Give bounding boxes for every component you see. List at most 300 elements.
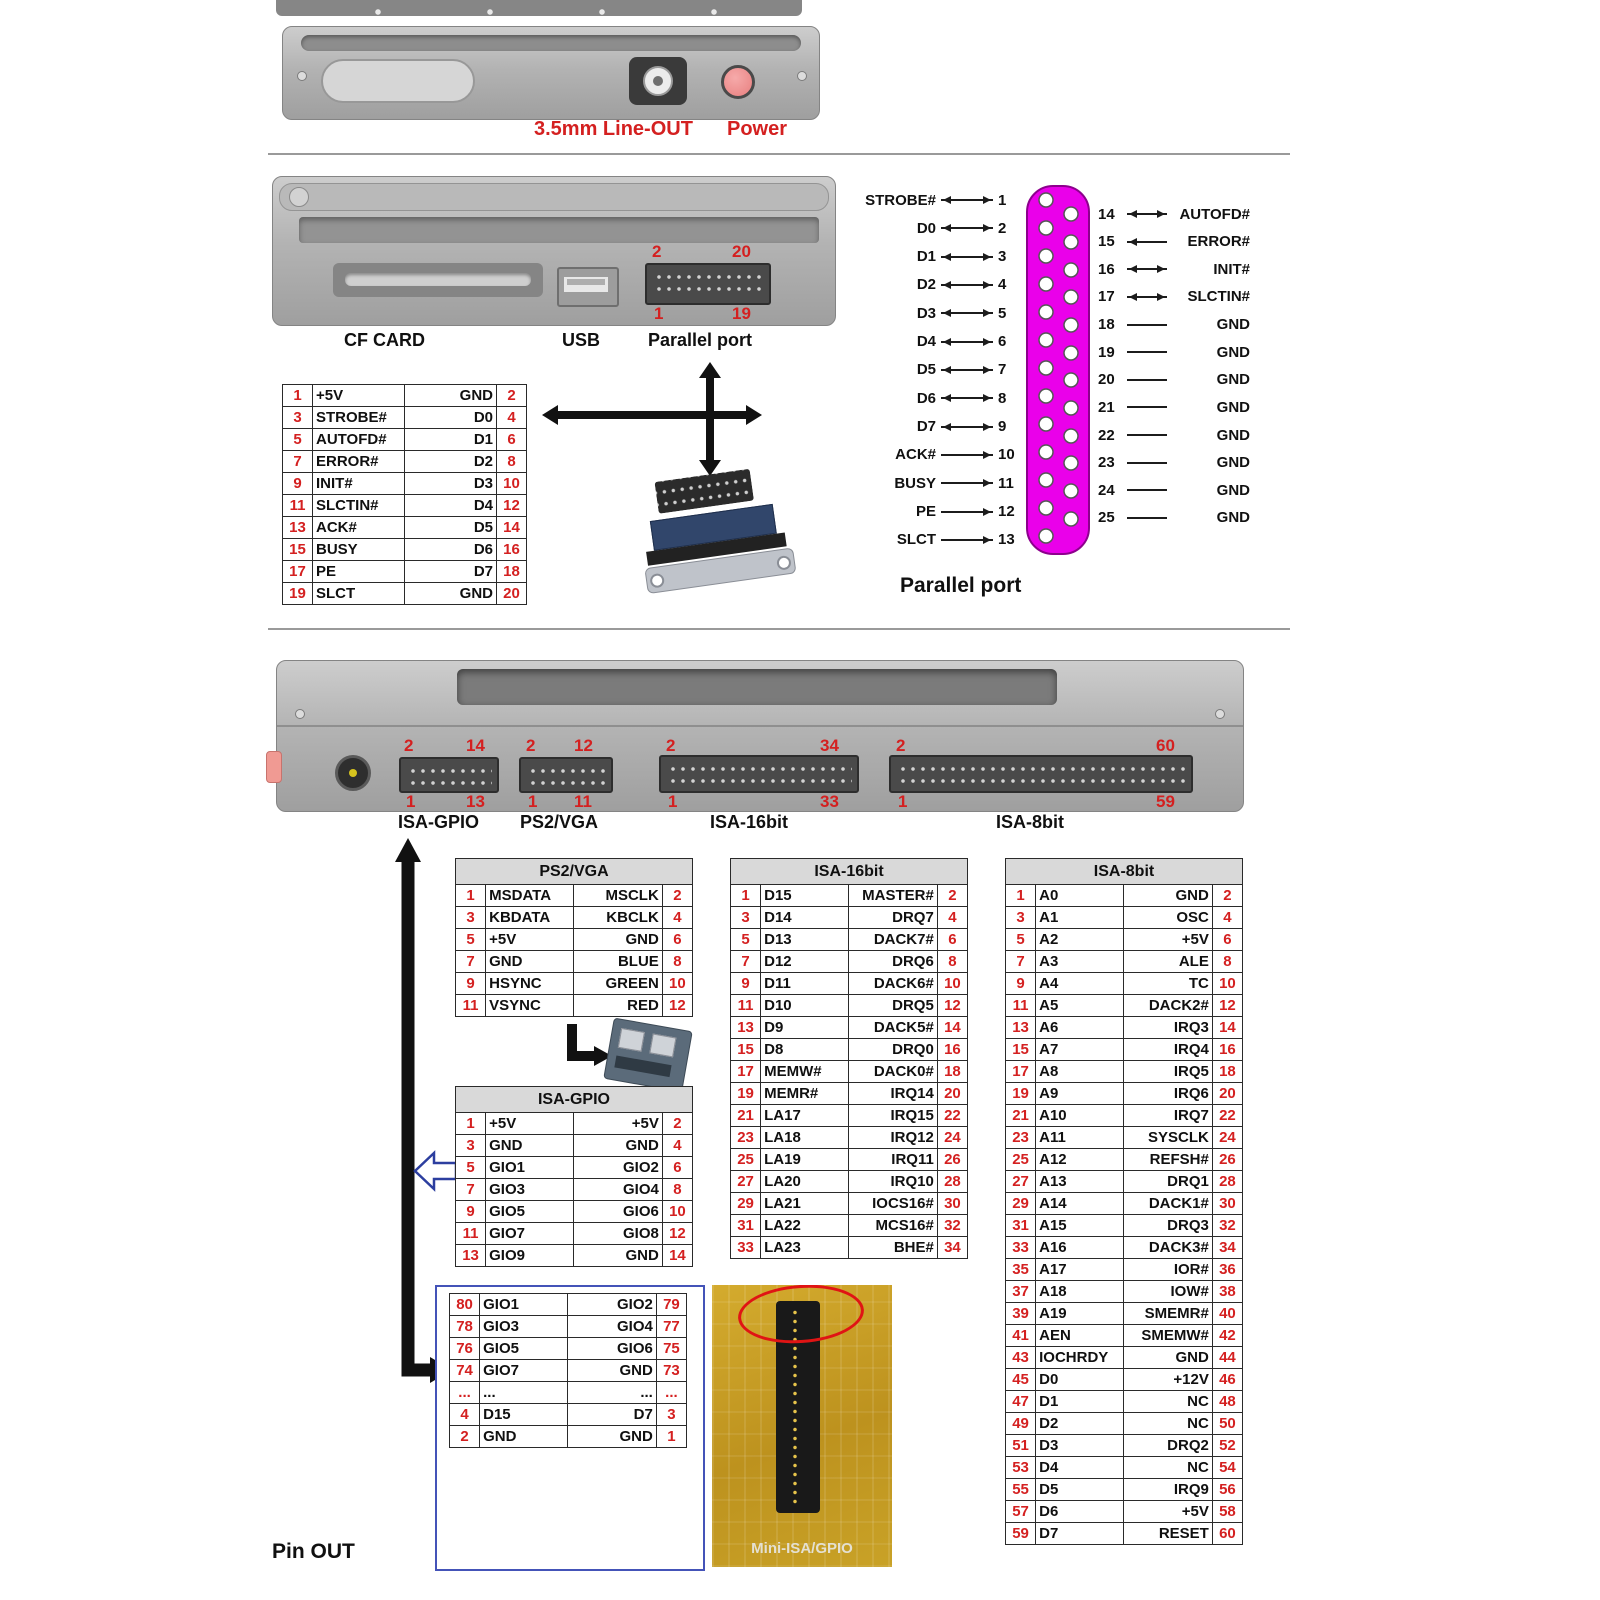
signal-name: +5V: [313, 385, 405, 407]
signal-name: DACK3#: [1124, 1237, 1212, 1259]
hinge-bar: [279, 183, 829, 211]
pin-row: [731, 1171, 968, 1193]
signal-arrow: [1127, 406, 1167, 408]
signal-name: DRQ2: [1124, 1435, 1212, 1457]
signal-name: ...: [568, 1382, 656, 1404]
signal-name: NC: [1124, 1391, 1212, 1413]
signal-name: ACK#: [313, 517, 405, 539]
power-button: [721, 65, 755, 99]
pin-number: 4: [1212, 907, 1242, 929]
pin-row: [456, 1157, 693, 1179]
pin-number: 19: [1098, 343, 1115, 361]
db25-left-pins: [858, 190, 1022, 550]
signal-name: D6: [1036, 1501, 1124, 1523]
signal-name: LA20: [761, 1171, 849, 1193]
pin-row: [283, 495, 527, 517]
pin-row: [1006, 1435, 1243, 1457]
signal-name: +5V: [486, 929, 574, 951]
signal-name: INIT#: [1213, 260, 1250, 278]
isa-gpio-connector: [399, 757, 499, 793]
signal-name: DRQ5: [849, 995, 937, 1017]
pin-number: 2: [662, 885, 692, 907]
signal-name: NC: [1124, 1413, 1212, 1435]
pin-number: 10: [998, 446, 1015, 464]
pin-number: 1: [528, 792, 538, 811]
signal-name: D11: [761, 973, 849, 995]
section-divider: [268, 153, 1290, 155]
pin-row: [1006, 1105, 1243, 1127]
signal-arrow: [1127, 324, 1167, 326]
pin-number: 76: [450, 1338, 480, 1360]
pin-row: [456, 1223, 693, 1245]
signal-name: DACK5#: [849, 1017, 937, 1039]
pin-row: [456, 951, 693, 973]
cf-card-slot: [333, 263, 543, 297]
pin-row: [1006, 1259, 1243, 1281]
signal-arrow: [941, 539, 993, 541]
signal-arrow: [1127, 379, 1167, 381]
pin-number: 5: [456, 1157, 486, 1179]
top-vent-slot: [301, 35, 801, 51]
pin-number: 40: [1212, 1303, 1242, 1325]
pin-number: 42: [1212, 1325, 1242, 1347]
pin-number: 9: [283, 473, 313, 495]
signal-arrow: [941, 227, 993, 229]
signal-name: GIO2: [568, 1294, 656, 1316]
signal-name: A14: [1036, 1193, 1124, 1215]
pin-number: 5: [1006, 929, 1036, 951]
signal-name: D15: [761, 885, 849, 907]
pin-number: 3: [456, 907, 486, 929]
pin-number: 2: [526, 736, 536, 755]
signal-name: GIO6: [568, 1338, 656, 1360]
pin-row: [1006, 1171, 1243, 1193]
lineout-label: 3.5mm Line-OUT: [534, 118, 693, 140]
pin-number: 12: [662, 995, 692, 1017]
pcb-caption: Mini-ISA/GPIO: [751, 1540, 853, 1557]
signal-name: DACK6#: [849, 973, 937, 995]
pin-number: 32: [1212, 1215, 1242, 1237]
signal-name: IRQ12: [849, 1127, 937, 1149]
bidirectional-arrows: [542, 362, 762, 477]
device-ports-view: [272, 176, 836, 326]
pin-number: 22: [1098, 426, 1115, 444]
pin-row: [731, 907, 968, 929]
usb-tongue: [567, 279, 605, 285]
pin-number: 39: [1006, 1303, 1036, 1325]
pin-number: 30: [937, 1193, 967, 1215]
pin-row: [1006, 1281, 1243, 1303]
pin-number: 27: [731, 1171, 761, 1193]
pin-number: 54: [1212, 1457, 1242, 1479]
db25-connector-drawing: [1026, 184, 1092, 556]
pin-number: 11: [456, 995, 486, 1017]
pin-row: [456, 1179, 693, 1201]
pin-number: 19: [731, 1083, 761, 1105]
signal-name: D7: [916, 418, 936, 436]
pin-row: [283, 539, 527, 561]
pin-row: [1006, 1501, 1243, 1523]
signal-name: A1: [1036, 907, 1124, 929]
db25-row: [858, 303, 1022, 323]
speaker-grille: [321, 59, 475, 103]
db25-row: [858, 530, 1022, 550]
pin-number: 21: [1098, 398, 1115, 416]
isa-16bit-connector: [659, 755, 859, 793]
pin-row: [1006, 1017, 1243, 1039]
db25-row: [858, 473, 1022, 493]
pin-number: 75: [656, 1338, 686, 1360]
power-label: Power: [727, 118, 788, 140]
pin-number: 2: [652, 242, 662, 261]
pin-number: 23: [731, 1127, 761, 1149]
table-title: ISA-GPIO: [456, 1087, 693, 1113]
signal-name: GND: [574, 1245, 662, 1267]
pin-number: 9: [456, 1201, 486, 1223]
pin-number: 31: [731, 1215, 761, 1237]
pin-number: 32: [937, 1215, 967, 1237]
pin-number: 7: [731, 951, 761, 973]
connector-pins: [666, 761, 852, 787]
pin-number: 22: [937, 1105, 967, 1127]
pin-number: 4: [662, 1135, 692, 1157]
signal-name: IRQ5: [1124, 1061, 1212, 1083]
pin-number: 15: [283, 539, 313, 561]
pin-number: 12: [497, 495, 527, 517]
signal-name: LA19: [761, 1149, 849, 1171]
signal-name: STROBE#: [865, 191, 936, 209]
pin-number: 18: [497, 561, 527, 583]
pin-number: 15: [1098, 233, 1115, 251]
table-title: ISA-8bit: [1006, 859, 1243, 885]
pin-row: [731, 885, 968, 907]
pin-number: 37: [1006, 1281, 1036, 1303]
signal-name: D5: [405, 517, 497, 539]
pin-number: 25: [731, 1149, 761, 1171]
signal-name: PE: [313, 561, 405, 583]
signal-arrow: [941, 511, 993, 513]
signal-name: SMEMW#: [1124, 1325, 1212, 1347]
signal-name: D2: [916, 276, 936, 294]
pin-number: 13: [1006, 1017, 1036, 1039]
signal-name: IOR#: [1124, 1259, 1212, 1281]
signal-name: D12: [761, 951, 849, 973]
pin-number: 18: [1098, 316, 1115, 333]
pin-number: 80: [450, 1294, 480, 1316]
signal-name: KBCLK: [574, 907, 662, 929]
pin-number: 9: [998, 418, 1007, 436]
isa-gpio-label: ISA-GPIO: [398, 812, 480, 832]
pin-row: [1006, 1237, 1243, 1259]
signal-name: GND: [405, 583, 497, 605]
db25-row: [858, 218, 1022, 238]
signal-name: D0: [1036, 1369, 1124, 1391]
signal-name: D2: [1036, 1413, 1124, 1435]
signal-name: DRQ6: [849, 951, 937, 973]
pin-number: 6: [662, 1157, 692, 1179]
signal-name: IRQ3: [1124, 1017, 1212, 1039]
pin-number: 35: [1006, 1259, 1036, 1281]
signal-name: A7: [1036, 1039, 1124, 1061]
signal-name: NC: [1124, 1457, 1212, 1479]
db25-row: [1098, 315, 1250, 335]
signal-arrow: [1127, 213, 1167, 215]
signal-name: D10: [761, 995, 849, 1017]
vent-slot: [457, 669, 1057, 705]
parallel-pin-table: [282, 384, 527, 605]
pin-number: 2: [896, 736, 906, 755]
signal-arrow: [941, 199, 993, 201]
signal-arrow: [1127, 241, 1167, 243]
signal-arrow: [941, 454, 993, 456]
pin-row: [456, 1245, 693, 1267]
pin-number: 49: [1006, 1413, 1036, 1435]
signal-name: D1: [1036, 1391, 1124, 1413]
db25-row: [858, 388, 1022, 408]
pin-number: 11: [456, 1223, 486, 1245]
signal-name: GND: [405, 385, 497, 407]
pin-number: 3: [1006, 907, 1036, 929]
signal-name: A9: [1036, 1083, 1124, 1105]
pin-number: 77: [656, 1316, 686, 1338]
pin-number: 3: [656, 1404, 686, 1426]
isa-16bit-table: [730, 858, 968, 1259]
pin-number: 1: [456, 885, 486, 907]
pin-header: [654, 469, 754, 514]
pin-number: 12: [574, 736, 593, 755]
signal-name: ERROR#: [1187, 233, 1250, 251]
signal-name: SLCT: [896, 531, 936, 549]
pin-number: 6: [662, 929, 692, 951]
signal-name: GIO7: [486, 1223, 574, 1245]
pin-row: [456, 973, 693, 995]
signal-name: A12: [1036, 1149, 1124, 1171]
pin-row: [1006, 1083, 1243, 1105]
pin-number: 38: [1212, 1281, 1242, 1303]
pin-number: 1: [283, 385, 313, 407]
signal-name: VSYNC: [486, 995, 574, 1017]
pin-number: 1: [456, 1113, 486, 1135]
signal-name: GND: [1216, 509, 1250, 527]
signal-name: IRQ10: [849, 1171, 937, 1193]
pin-number: 36: [1212, 1259, 1242, 1281]
pin-number: 1: [998, 191, 1007, 209]
pin-row: [731, 1105, 968, 1127]
pin-number: ...: [656, 1382, 686, 1404]
signal-name: GND: [1216, 481, 1250, 499]
pin-number: 10: [662, 973, 692, 995]
highlight-ellipse: [736, 1285, 866, 1347]
signal-name: GND: [486, 1135, 574, 1157]
signal-name: REFSH#: [1124, 1149, 1212, 1171]
pin-row: [731, 929, 968, 951]
signal-name: D14: [761, 907, 849, 929]
pin-number: 28: [1212, 1171, 1242, 1193]
signal-name: IRQ6: [1124, 1083, 1212, 1105]
pin-number: 2: [404, 736, 414, 755]
signal-name: GIO1: [486, 1157, 574, 1179]
pin-row: [731, 1039, 968, 1061]
pin-number: 59: [1156, 792, 1175, 811]
signal-arrow: [1127, 296, 1167, 298]
parallel-port-connector: [645, 263, 771, 305]
parallel-adapter-photo: [632, 458, 800, 606]
signal-name: A11: [1036, 1127, 1124, 1149]
pin-number: 11: [1006, 995, 1036, 1017]
pin-number: 2: [998, 219, 1007, 237]
signal-name: SLCT: [313, 583, 405, 605]
pin-number: 14: [466, 736, 485, 755]
pin-number: 45: [1006, 1369, 1036, 1391]
signal-name: D1: [405, 429, 497, 451]
pin-number: 24: [1098, 481, 1115, 499]
signal-name: A17: [1036, 1259, 1124, 1281]
signal-name: GND: [1216, 454, 1250, 472]
pin-row: [1006, 973, 1243, 995]
pin-row: [450, 1426, 687, 1448]
pin-row: [283, 473, 527, 495]
signal-name: GND: [1124, 1347, 1212, 1369]
signal-arrow: [1127, 489, 1167, 491]
signal-name: IRQ11: [849, 1149, 937, 1171]
signal-name: D4: [405, 495, 497, 517]
pin-row: [450, 1316, 687, 1338]
db25-row: [858, 190, 1022, 210]
signal-arrow: [941, 341, 993, 343]
pin-number: 19: [732, 304, 751, 323]
db25-row: [858, 275, 1022, 295]
pin-number: 3: [283, 407, 313, 429]
signal-name: MASTER#: [849, 885, 937, 907]
signal-name: A19: [1036, 1303, 1124, 1325]
signal-name: SYSCLK: [1124, 1127, 1212, 1149]
signal-name: SLCTIN#: [313, 495, 405, 517]
pin-number: 14: [1098, 205, 1115, 223]
signal-name: STROBE#: [313, 407, 405, 429]
signal-name: IRQ14: [849, 1083, 937, 1105]
signal-name: GND: [568, 1426, 656, 1448]
pin-row: [1006, 1523, 1243, 1545]
signal-name: RED: [574, 995, 662, 1017]
pin-number: 5: [998, 304, 1007, 322]
db25-row: [1098, 425, 1250, 445]
signal-name: D0: [405, 407, 497, 429]
pin-number: 1: [898, 792, 908, 811]
pin-row: [1006, 951, 1243, 973]
pin-number: 16: [497, 539, 527, 561]
pin-row: [1006, 1127, 1243, 1149]
isa-16bit-label: ISA-16bit: [710, 812, 789, 832]
pin-number: 14: [937, 1017, 967, 1039]
signal-name: TC: [1124, 973, 1212, 995]
signal-arrow: [941, 397, 993, 399]
signal-name: GIO9: [486, 1245, 574, 1267]
pin-row: [450, 1404, 687, 1426]
isa-gpio-table: [455, 1086, 693, 1267]
pin-number: 48: [1212, 1391, 1242, 1413]
pin-row: [731, 1215, 968, 1237]
pin-number: 43: [1006, 1347, 1036, 1369]
signal-name: GND: [1216, 371, 1250, 389]
side-button: [266, 751, 282, 783]
pin-number: 1: [731, 885, 761, 907]
board-edge: [614, 1056, 671, 1078]
signal-name: BLUE: [574, 951, 662, 973]
pin-number: 15: [731, 1039, 761, 1061]
signal-name: DACK7#: [849, 929, 937, 951]
signal-name: GND: [1216, 316, 1250, 333]
pin-row: [1006, 1303, 1243, 1325]
signal-name: GIO3: [486, 1179, 574, 1201]
pin-row: [1006, 1457, 1243, 1479]
pin-number: 73: [656, 1360, 686, 1382]
pin-number: 33: [1006, 1237, 1036, 1259]
pin-row: [1006, 1413, 1243, 1435]
signal-arrow: [941, 284, 993, 286]
signal-name: A6: [1036, 1017, 1124, 1039]
signal-name: D6: [405, 539, 497, 561]
signal-arrow: [1127, 351, 1167, 353]
signal-name: D4: [916, 333, 936, 351]
signal-name: DACK2#: [1124, 995, 1212, 1017]
pin-number: 20: [1098, 371, 1115, 389]
pin-row: [1006, 995, 1243, 1017]
pin-number: 33: [820, 792, 839, 811]
signal-name: DRQ0: [849, 1039, 937, 1061]
signal-name: GIO4: [568, 1316, 656, 1338]
db25-row: [858, 332, 1022, 352]
signal-name: D2: [405, 451, 497, 473]
signal-name: MCS16#: [849, 1215, 937, 1237]
signal-name: AUTOFD#: [313, 429, 405, 451]
signal-name: D1: [916, 248, 936, 266]
signal-name: GND: [1216, 343, 1250, 361]
pin-row: [1006, 1369, 1243, 1391]
pin-row: [731, 951, 968, 973]
connector-pins: [652, 269, 764, 299]
pin-row: [456, 995, 693, 1017]
connector-block: [649, 1034, 676, 1058]
usb-opening: [564, 277, 608, 292]
signal-name: IRQ15: [849, 1105, 937, 1127]
pin-row: [1006, 929, 1243, 951]
signal-name: DRQ1: [1124, 1171, 1212, 1193]
db25-row: [858, 445, 1022, 465]
pin-number: 27: [1006, 1171, 1036, 1193]
pin-row: [456, 1113, 693, 1135]
signal-name: D7: [568, 1404, 656, 1426]
pin-number: 51: [1006, 1435, 1036, 1457]
pin-row: [283, 583, 527, 605]
signal-arrow: [941, 426, 993, 428]
pin-number: 11: [283, 495, 313, 517]
signal-name: +12V: [1124, 1369, 1212, 1391]
cf-slot-opening: [345, 273, 531, 286]
pin-number: 41: [1006, 1325, 1036, 1347]
pin-number: 19: [1006, 1083, 1036, 1105]
signal-name: IOW#: [1124, 1281, 1212, 1303]
signal-name: KBDATA: [486, 907, 574, 929]
connector-pins: [526, 763, 606, 787]
pin-number: 20: [1212, 1083, 1242, 1105]
signal-name: LA17: [761, 1105, 849, 1127]
pin-number: 53: [1006, 1457, 1036, 1479]
db25-row: [858, 360, 1022, 380]
pin-row: [456, 885, 693, 907]
signal-name: MSDATA: [486, 885, 574, 907]
pin-number: 12: [998, 503, 1015, 521]
jack-ring: [643, 66, 673, 96]
